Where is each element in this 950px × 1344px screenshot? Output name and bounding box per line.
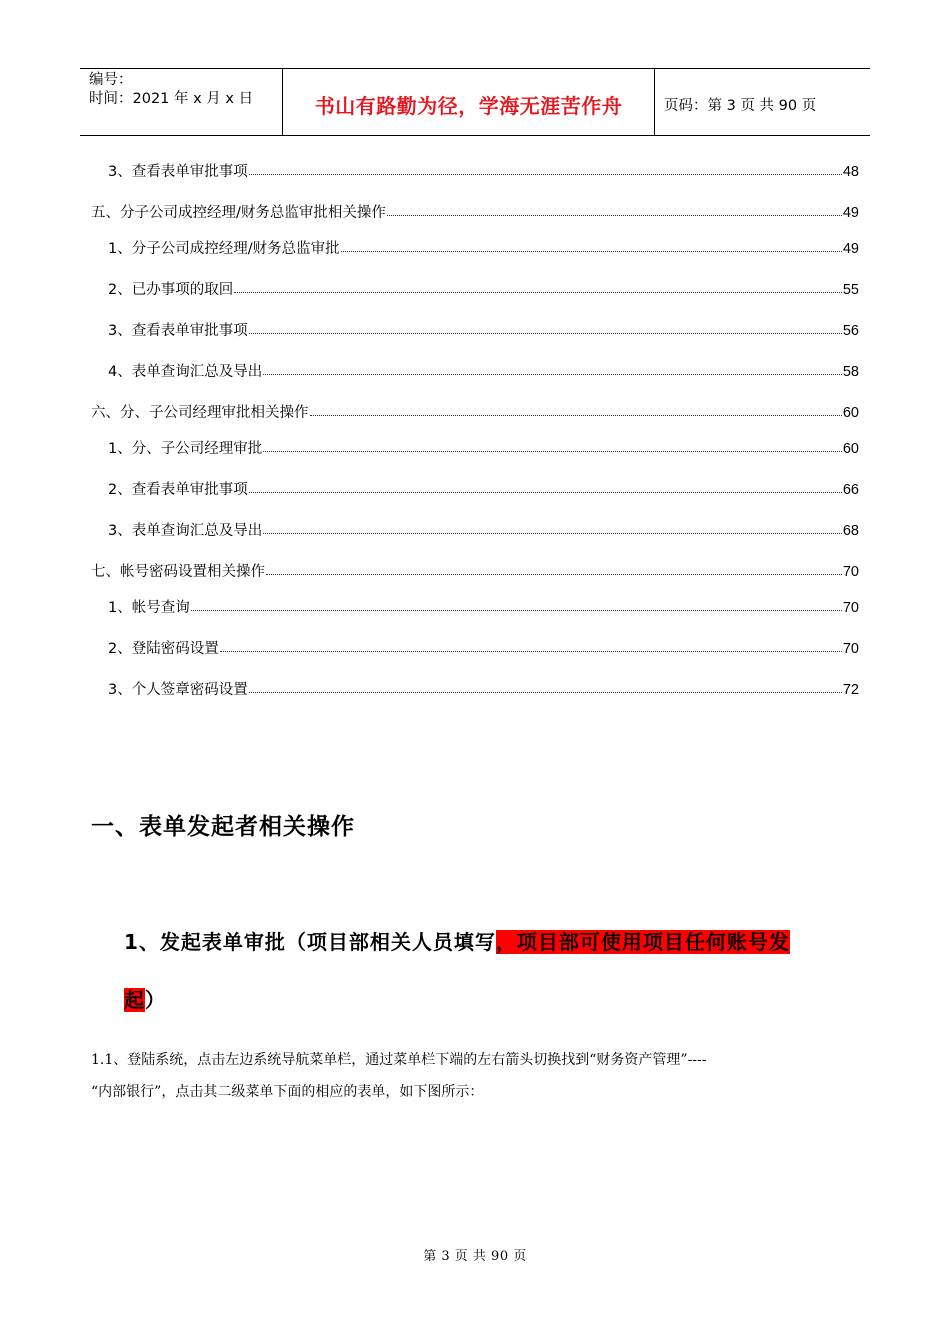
toc-leader-dots	[310, 414, 842, 416]
sub-heading-highlight-end: 起	[124, 988, 145, 1012]
toc-entry-label: 3、个人签章密码设置	[108, 682, 248, 698]
toc-entry-label: 4、表单查询汇总及导出	[108, 364, 263, 380]
toc-entry-page: 49	[842, 241, 859, 257]
toc-entry[interactable]	[108, 478, 859, 498]
toc-entry[interactable]	[108, 519, 859, 539]
header-page-info: 页码：第 3 页 共 90 页	[664, 97, 817, 114]
toc-entry-label: 3、查看表单审批事项	[108, 323, 248, 339]
toc-entry[interactable]	[91, 560, 859, 580]
document-number-label: 编号：	[89, 72, 133, 88]
toc-leader-dots	[249, 691, 842, 693]
sub-heading-close: ）	[145, 988, 166, 1012]
sub-heading-highlight: ，项目部可使用项目任何账号发	[495, 930, 790, 954]
toc-entry-label: 1、分、子公司经理审批	[108, 441, 263, 457]
toc-entry[interactable]	[108, 596, 859, 616]
toc-leader-dots	[234, 291, 842, 293]
toc-entry-page: 68	[842, 523, 859, 539]
header-motto: 书山有路勤为径，学海无涯苦作舟	[282, 69, 655, 135]
toc-entry-page: 72	[842, 682, 859, 698]
paragraph-line-1: 1.1、登陆系统，点击左边系统导航菜单栏，通过菜单栏下端的左右箭头切换找到“财务资产管理”----	[91, 1052, 707, 1068]
toc-leader-dots	[249, 491, 842, 493]
toc-leader-dots	[341, 250, 842, 252]
toc-entry[interactable]	[91, 401, 859, 421]
toc-entry-page: 70	[842, 564, 859, 580]
toc-entry[interactable]	[108, 360, 859, 380]
toc-entry[interactable]	[108, 319, 859, 339]
toc-leader-dots	[387, 214, 842, 216]
paragraph-line-2: “内部银行”，点击其二级菜单下面的相应的表单，如下图所示：	[91, 1084, 484, 1100]
sub-heading	[124, 926, 790, 955]
toc-entry-label: 五、分子公司成控经理/财务总监审批相关操作	[91, 205, 386, 221]
toc-entry-page: 56	[842, 323, 859, 339]
toc-entry[interactable]	[108, 437, 859, 457]
sub-heading-text: 1、发起表单审批（项目部相关人员填写	[124, 930, 496, 954]
toc-leader-dots	[249, 173, 842, 175]
toc-entry-label: 2、已办事项的取回	[108, 282, 234, 298]
toc-entry-page: 70	[842, 600, 859, 616]
toc-entry[interactable]	[91, 201, 859, 221]
toc-entry-label: 1、分子公司成控经理/财务总监审批	[108, 241, 340, 257]
header-meta	[80, 69, 282, 135]
toc-entry-label: 1、帐号查询	[108, 600, 190, 616]
toc-entry-page: 60	[842, 405, 859, 421]
toc-entry-page: 66	[842, 482, 859, 498]
toc-leader-dots	[191, 609, 842, 611]
toc-entry[interactable]	[108, 678, 859, 698]
toc-entry-label: 七、帐号密码设置相关操作	[91, 564, 265, 580]
toc-entry-label: 2、查看表单审批事项	[108, 482, 248, 498]
toc-entry-page: 70	[842, 641, 859, 657]
toc-entry-label: 2、登陆密码设置	[108, 641, 219, 657]
toc-entry[interactable]	[108, 278, 859, 298]
toc-leader-dots	[263, 373, 842, 375]
toc-entry[interactable]	[108, 160, 859, 180]
sub-heading-continued	[124, 984, 166, 1013]
section-heading: 一、表单发起者相关操作	[91, 814, 355, 840]
toc-entry[interactable]	[108, 637, 859, 657]
toc-entry-page: 60	[842, 441, 859, 457]
toc-entry-page: 58	[842, 364, 859, 380]
toc-entry-page: 55	[842, 282, 859, 298]
toc-entry[interactable]	[108, 237, 859, 257]
toc-entry-label: 六、分、子公司经理审批相关操作	[91, 405, 309, 421]
page-footer: 第 3 页 共 90 页	[423, 1249, 527, 1264]
toc-entry-label: 3、表单查询汇总及导出	[108, 523, 263, 539]
toc-leader-dots	[249, 332, 842, 334]
toc-entry-label: 3、查看表单审批事项	[108, 164, 248, 180]
document-time-label: 时间：2021 年 x 月 x 日	[89, 91, 254, 107]
toc-entry-page: 48	[842, 164, 859, 180]
toc-leader-dots	[266, 573, 842, 575]
toc-leader-dots	[220, 650, 842, 652]
page-header	[80, 68, 870, 136]
toc-leader-dots	[263, 532, 842, 534]
toc-leader-dots	[263, 450, 842, 452]
toc-entry-page: 49	[842, 205, 859, 221]
